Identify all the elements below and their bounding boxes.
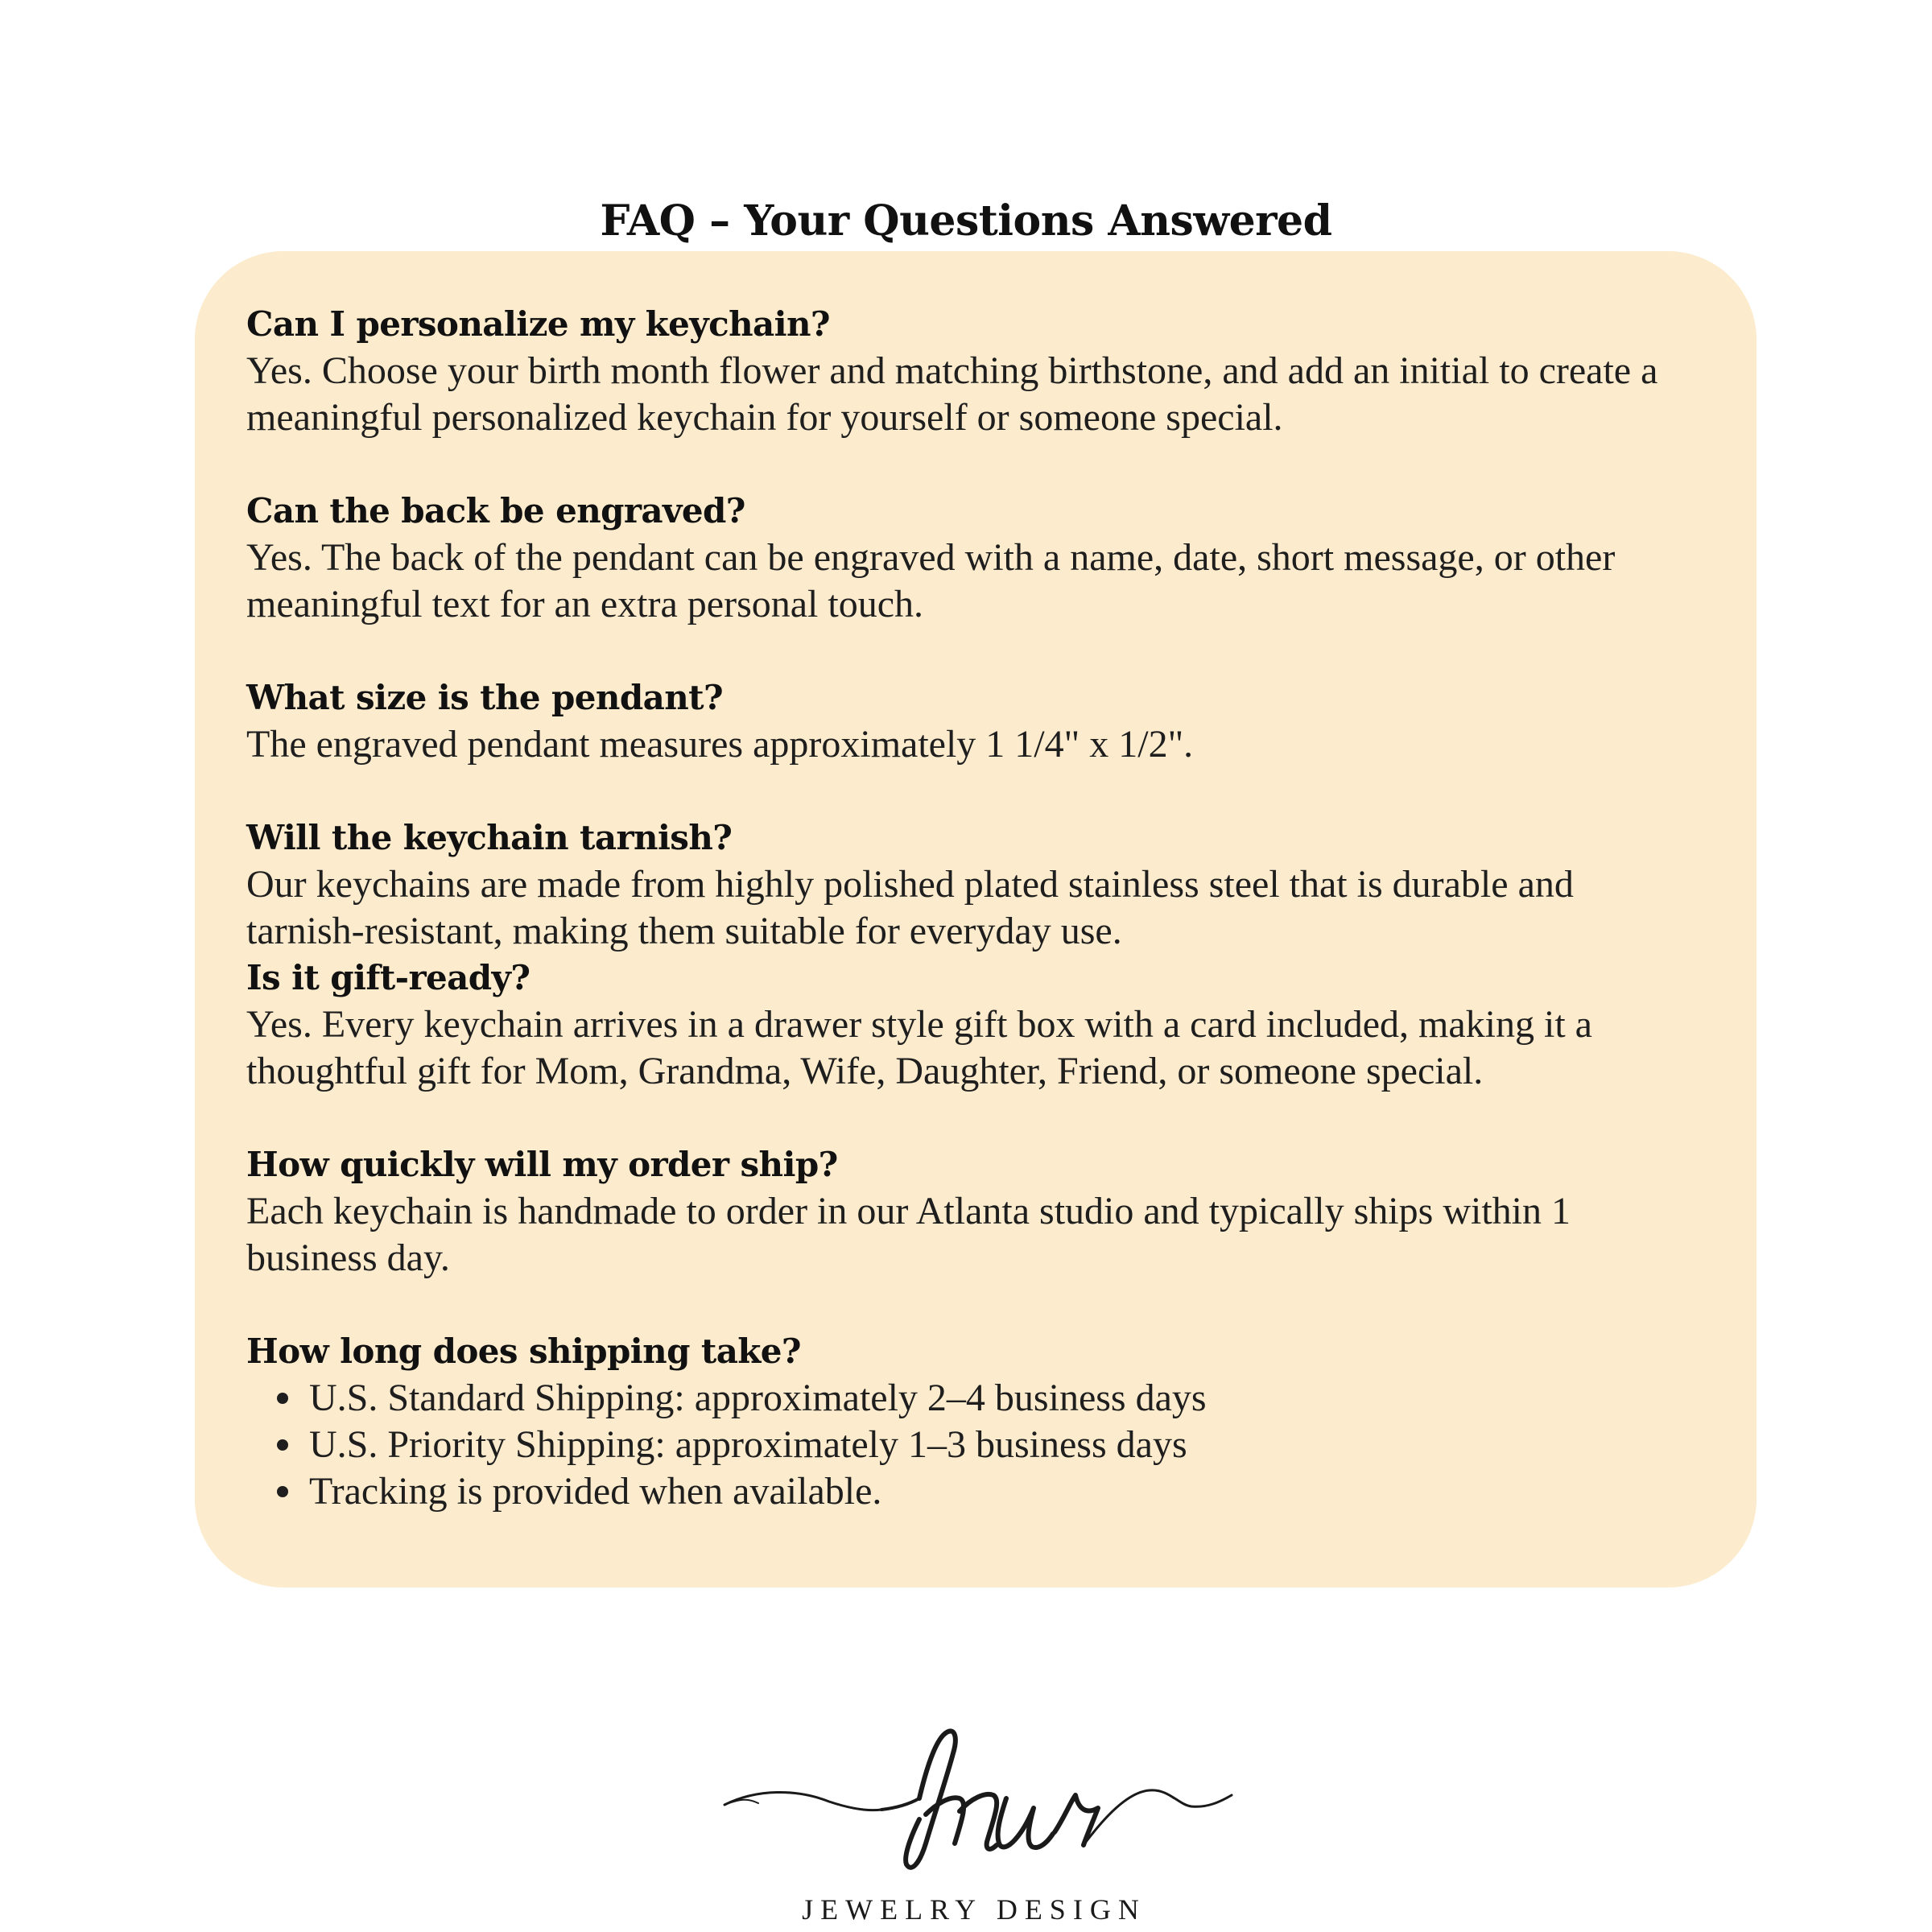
list-item bbox=[277, 1375, 1724, 1422]
faq-item-size bbox=[246, 675, 1724, 768]
faq-question: Can I personalize my keychain? bbox=[246, 304, 830, 344]
logo-tagline: JEWELRY DESIGN bbox=[802, 1893, 1146, 1926]
bullet-icon bbox=[277, 1393, 288, 1404]
faq-answer-line: meaningful personalized keychain for yourself or someone special. bbox=[246, 396, 1283, 439]
faq-item-engraving bbox=[246, 488, 1724, 628]
list-item bbox=[277, 1468, 1724, 1515]
faq-answer-line: Yes. Choose your birth month flower and matching birthstone, and add an initial to create a bbox=[246, 349, 1658, 392]
faq-item-shipping-time bbox=[246, 1328, 1724, 1515]
faq-answer-line: business day. bbox=[246, 1236, 450, 1279]
list-item-text: Tracking is provided when available. bbox=[309, 1470, 882, 1513]
faq-answer-line: Each keychain is handmade to order in our Atlanta studio and typically ships within 1 bbox=[246, 1190, 1571, 1232]
faq-item-ship-speed bbox=[246, 1141, 1724, 1282]
brand-logo bbox=[708, 1715, 1240, 1924]
faq-question: Is it gift-ready? bbox=[246, 958, 530, 997]
list-item-text: U.S. Priority Shipping: approximately 1–3 business days bbox=[309, 1423, 1187, 1466]
faq-question: Will the keychain tarnish? bbox=[246, 818, 733, 857]
faq-answer-line: Our keychains are made from highly polished plated stainless steel that is durable and bbox=[246, 863, 1574, 906]
bullet-icon bbox=[277, 1486, 288, 1497]
shipping-list bbox=[246, 1375, 1724, 1515]
faq-answer-line: Yes. Every keychain arrives in a drawer style gift box with a card included, making it a bbox=[246, 1003, 1592, 1046]
faq-answer-line: tarnish-resistant, making them suitable for everyday use. bbox=[246, 910, 1122, 952]
faq-answer-line: Yes. The back of the pendant can be engraved with a name, date, short message, or other bbox=[246, 536, 1616, 579]
faq-question: How quickly will my order ship? bbox=[246, 1145, 838, 1184]
faq-item-gift bbox=[246, 955, 1724, 1095]
faq-answer-line: The engraved pendant measures approximately 1 1/4" x 1/2". bbox=[246, 723, 1194, 766]
faq-answer-line: meaningful text for an extra personal touch. bbox=[246, 583, 924, 625]
faq-answer-line: thoughtful gift for Mom, Grandma, Wife, Daughter, Friend, or someone special. bbox=[246, 1050, 1484, 1092]
faq-item-tarnish bbox=[246, 815, 1724, 955]
logo-script-mark bbox=[708, 1715, 1240, 1892]
list-item-text: U.S. Standard Shipping: approximately 2–4 business days bbox=[309, 1377, 1207, 1419]
faq-card bbox=[195, 251, 1757, 1587]
list-item bbox=[277, 1422, 1724, 1468]
bullet-icon bbox=[277, 1439, 288, 1451]
page-title: FAQ – Your Questions Answered bbox=[600, 196, 1332, 246]
faq-question: What size is the pendant? bbox=[246, 678, 723, 717]
faq-item-personalize bbox=[246, 301, 1724, 441]
faq-question: How long does shipping take? bbox=[246, 1331, 801, 1371]
faq-question: Can the back be engraved? bbox=[246, 491, 745, 530]
